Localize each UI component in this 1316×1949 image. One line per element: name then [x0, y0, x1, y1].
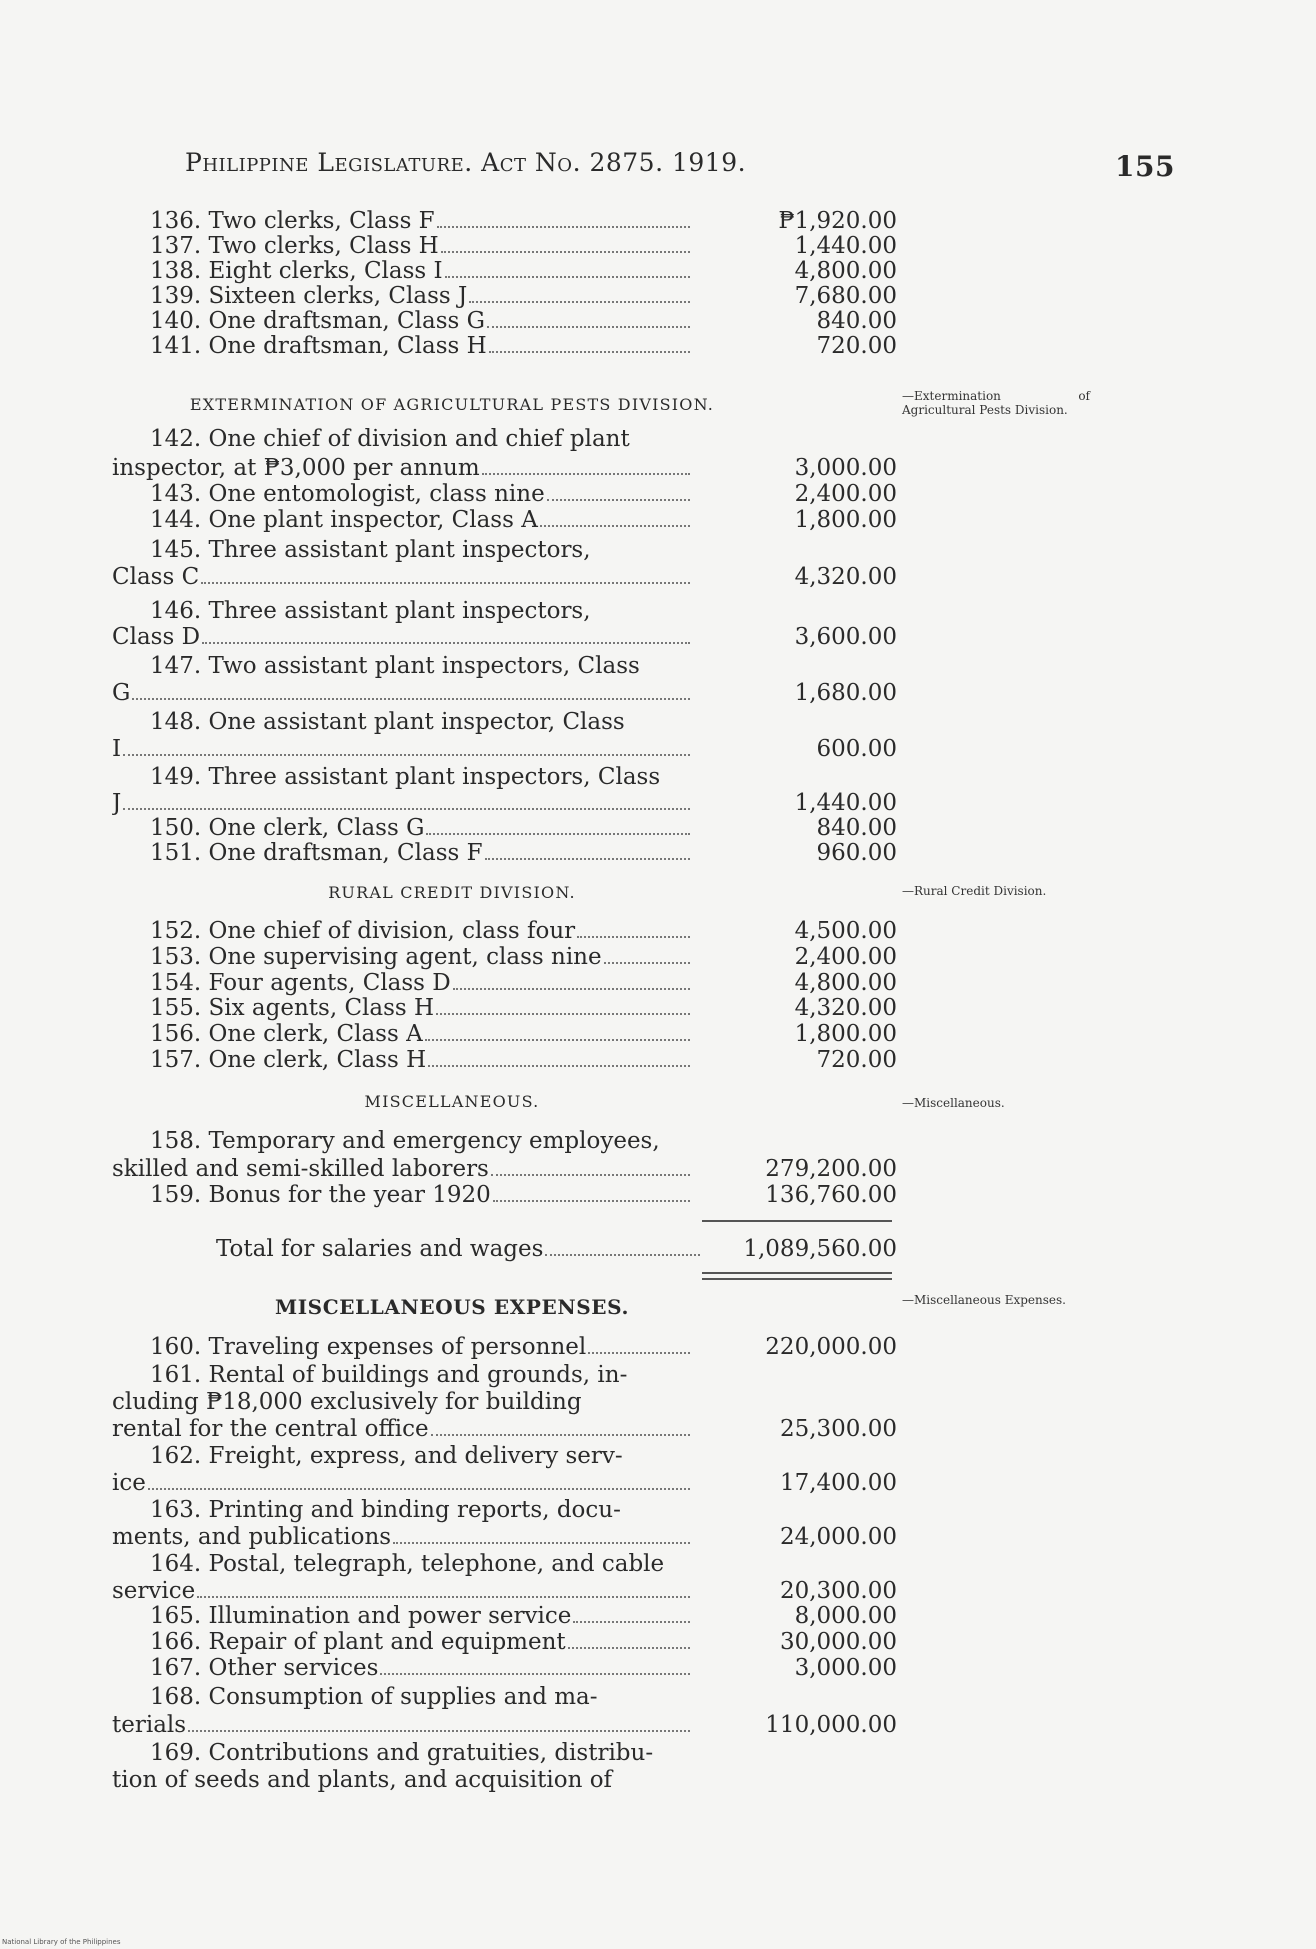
line-item: 144. One plant inspector, Class A 1,800.00: [150, 507, 897, 533]
amount: 30,000.00: [779, 1629, 897, 1655]
amount: 1,800.00: [794, 507, 897, 533]
amount: 4,800.00: [794, 970, 897, 996]
line-item-first: 149. Three assistant plant inspectors, Class: [150, 764, 661, 790]
line-item: 159. Bonus for the year 1920 136,760.00: [150, 1182, 897, 1208]
line-item: 140. One draftsman, Class G 840.00: [150, 308, 897, 334]
line-item-first: 148. One assistant plant inspector, Class: [150, 709, 625, 735]
line-item: 157. One clerk, Class H 720.00: [150, 1047, 897, 1073]
margin-note-misc: —Miscellaneous.: [902, 1096, 1005, 1110]
amount: 2,400.00: [794, 481, 897, 507]
amount: 17,400.00: [779, 1470, 897, 1496]
line-item: 136. Two clerks, Class F ₱1,920.00: [150, 208, 897, 234]
line-item: 167. Other services 3,000.00: [150, 1655, 897, 1681]
line-item: rental for the central office 25,300.00: [112, 1416, 897, 1442]
line-item-first: 163. Printing and binding reports, docu-: [150, 1497, 621, 1523]
line-item: terials 110,000.00: [112, 1712, 897, 1738]
total-double-rule-top: [702, 1272, 892, 1274]
amount: 1,440.00: [794, 790, 897, 816]
amount: 840.00: [816, 308, 897, 334]
total-double-rule-bottom: [702, 1278, 892, 1280]
amount: 4,800.00: [794, 258, 897, 284]
amount: 1,680.00: [794, 680, 897, 706]
amount: 8,000.00: [794, 1603, 897, 1629]
amount: 720.00: [816, 1047, 897, 1073]
line-item-first: 164. Postal, telegraph, telephone, and cable: [150, 1551, 665, 1577]
line-item: 156. One clerk, Class A 1,800.00: [150, 1021, 897, 1047]
line-item: 139. Sixteen clerks, Class J 7,680.00: [150, 283, 897, 309]
line-item-first: 162. Freight, express, and delivery serv-: [150, 1443, 623, 1469]
subtotal-rule: [702, 1220, 892, 1222]
line-item: 151. One draftsman, Class F 960.00: [150, 840, 897, 866]
line-item: 154. Four agents, Class D 4,800.00: [150, 970, 897, 996]
line-item: 160. Traveling expenses of personnel 220,000.00: [150, 1334, 897, 1360]
section-heading-expenses: MISCELLANEOUS EXPENSES.: [274, 1295, 630, 1319]
line-item: inspector, at ₱3,000 per annum 3,000.00: [112, 455, 897, 481]
amount: 25,300.00: [779, 1416, 897, 1442]
margin-note-expenses: —Miscellaneous Expenses.: [902, 1293, 1066, 1307]
section-heading-pests: EXTERMINATION OF AGRICULTURAL PESTS DIVISION.: [189, 395, 715, 414]
line-item-first: 161. Rental of buildings and grounds, in-: [150, 1362, 628, 1388]
amount: 3,000.00: [794, 455, 897, 481]
line-item: service 20,300.00: [112, 1578, 897, 1604]
line-item: 166. Repair of plant and equipment 30,000.00: [150, 1629, 897, 1655]
header-title: Philippine Legislature. Act No. 2875. 1919.: [185, 148, 747, 177]
line-item: 153. One supervising agent, class nine 2,400.00: [150, 944, 897, 970]
running-header: [185, 148, 1175, 183]
amount: 2,400.00: [794, 944, 897, 970]
amount: 4,500.00: [794, 918, 897, 944]
line-item: Class C 4,320.00: [112, 564, 897, 590]
page-number: 155: [1115, 150, 1175, 183]
line-item: 165. Illumination and power service 8,000.00: [150, 1603, 897, 1629]
line-item: 155. Six agents, Class H 4,320.00: [150, 995, 897, 1021]
line-item-first: 142. One chief of division and chief plant: [150, 426, 630, 452]
section-heading-misc: MISCELLANEOUS.: [364, 1092, 540, 1111]
line-item: Class D 3,600.00: [112, 624, 897, 650]
line-item: 150. One clerk, Class G 840.00: [150, 815, 897, 841]
line-item: 143. One entomologist, class nine 2,400.00: [150, 481, 897, 507]
line-item: 152. One chief of division, class four 4,500.00: [150, 918, 897, 944]
amount: 136,760.00: [765, 1182, 897, 1208]
amount: 4,320.00: [794, 995, 897, 1021]
amount: 20,300.00: [779, 1578, 897, 1604]
amount: 110,000.00: [765, 1712, 897, 1738]
amount: 960.00: [816, 840, 897, 866]
line-item-first: 169. Contributions and gratuities, distribu-: [150, 1740, 654, 1766]
amount: 4,320.00: [794, 564, 897, 590]
line-item-first: 146. Three assistant plant inspectors,: [150, 598, 591, 624]
line-item-first: 168. Consumption of supplies and ma-: [150, 1684, 598, 1710]
line-item: skilled and semi-skilled laborers 279,200.00: [112, 1156, 897, 1182]
total-amount: 1,089,560.00: [743, 1236, 897, 1262]
line-item: I 600.00: [112, 736, 897, 762]
section-heading-rural: RURAL CREDIT DIVISION.: [328, 883, 576, 902]
amount: 600.00: [816, 736, 897, 762]
amount: 279,200.00: [765, 1156, 897, 1182]
line-item-first: 145. Three assistant plant inspectors,: [150, 537, 591, 563]
amount: ₱1,920.00: [778, 208, 897, 234]
amount: 1,440.00: [794, 233, 897, 259]
amount: 3,000.00: [794, 1655, 897, 1681]
amount: 1,800.00: [794, 1021, 897, 1047]
line-item: 137. Two clerks, Class H 1,440.00: [150, 233, 897, 259]
scan-footer: National Library of the Philippines: [2, 1938, 121, 1946]
margin-note-pests: —Extermination of Agricultural Pests Division.: [902, 389, 1090, 417]
line-item-first: 147. Two assistant plant inspectors, Class: [150, 653, 640, 679]
margin-note-rural: —Rural Credit Division.: [902, 884, 1047, 898]
line-item: J 1,440.00: [112, 790, 897, 816]
line-item: ice 17,400.00: [112, 1470, 897, 1496]
amount: 220,000.00: [765, 1334, 897, 1360]
amount: 840.00: [816, 815, 897, 841]
line-item-continued: tion of seeds and plants, and acquisition of: [112, 1767, 613, 1793]
total-line: Total for salaries and wages 1,089,560.00: [216, 1236, 897, 1262]
line-item-first: 158. Temporary and emergency employees,: [150, 1128, 660, 1154]
amount: 720.00: [816, 333, 897, 359]
line-item: G 1,680.00: [112, 680, 897, 706]
amount: 7,680.00: [794, 283, 897, 309]
amount: 3,600.00: [794, 624, 897, 650]
line-item: 141. One draftsman, Class H 720.00: [150, 333, 897, 359]
line-item: ments, and publications 24,000.00: [112, 1524, 897, 1550]
line-item-middle: cluding ₱18,000 exclusively for building: [112, 1389, 582, 1415]
amount: 24,000.00: [779, 1524, 897, 1550]
line-item: 138. Eight clerks, Class I 4,800.00: [150, 258, 897, 284]
